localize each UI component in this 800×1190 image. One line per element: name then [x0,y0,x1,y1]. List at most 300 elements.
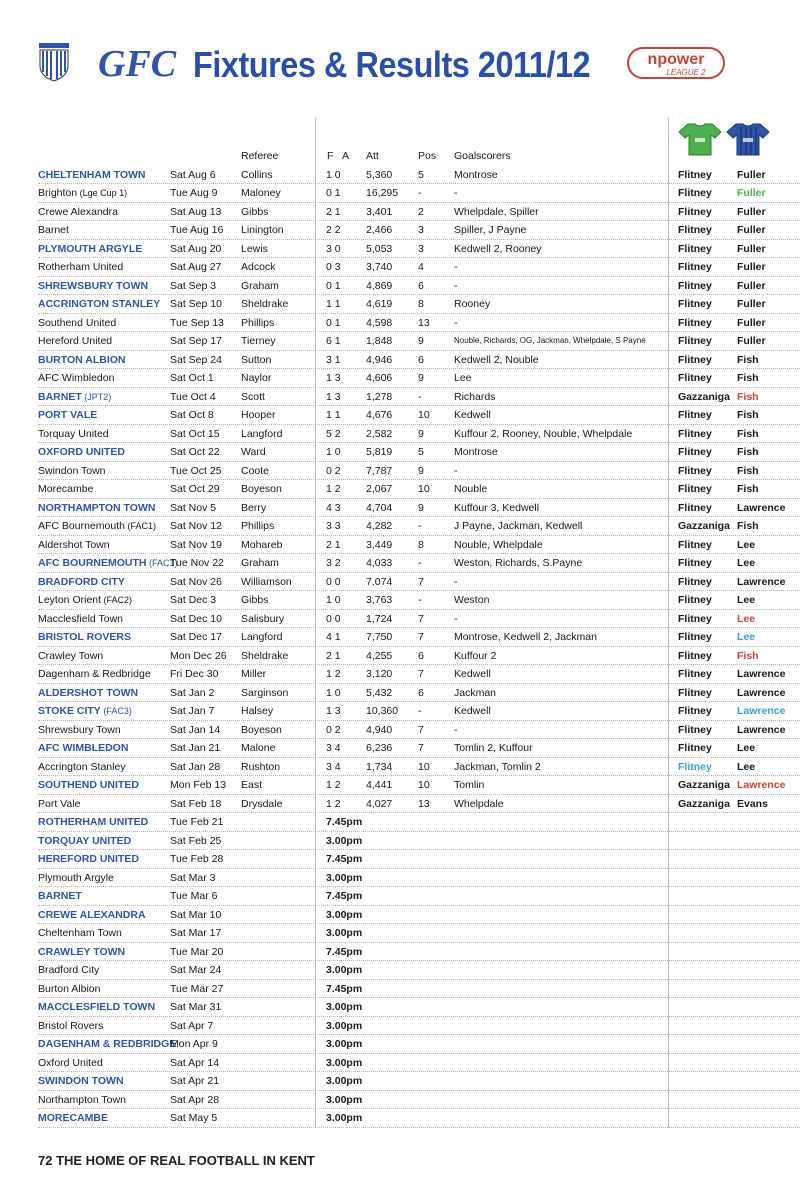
cell-gk: Flitney [678,261,712,273]
cell-date: Sat Nov 5 [170,501,217,514]
cell-goals: Kedwell [454,668,491,680]
page-footer: 72 THE HOME OF REAL FOOTBALL IN KENT [38,1153,315,1168]
cell-ref: Graham [241,279,279,292]
table-row [38,776,800,795]
cell-team: TORQUAY UNITED [38,834,132,847]
cell-team: Southend United [38,316,117,329]
table-row [38,1035,800,1054]
cell-cap: Lee [737,631,756,643]
club-crest-icon [38,42,70,82]
table-row [38,240,800,259]
cell-date: Tue Oct 4 [170,390,216,403]
cell-team: DAGENHAM & REDBRIDGE [38,1038,177,1050]
cell-goals: Whelpdale [454,797,504,810]
cell-att: 7,074 [366,575,393,588]
cell-fa: 7.45pm [326,890,363,902]
cell-fa: 3.00pm [326,1019,363,1032]
cell-date: Sat Dec 10 [170,612,222,625]
cell-pos: 13 [418,316,430,329]
cell-team: CRAWLEY TOWN [38,945,126,958]
cell-date: Sat Nov 26 [170,575,222,588]
cell-date: Sat Sep 17 [170,335,222,347]
cell-goals: Kedwell [454,409,491,421]
table-row [38,702,800,721]
cell-gk: Flitney [678,575,712,588]
cell-date: Sat Mar 10 [170,908,222,921]
cell-goals: J Payne, Jackman, Kedwell [454,520,583,532]
cell-ref: Boyeson [241,483,282,495]
cell-fa: 3.00pm [326,871,363,884]
gfc-monogram-logo [96,40,177,86]
cell-fa: 1 0 [326,686,341,699]
monogram-text: GFC [98,43,177,85]
cell-pos: 10 [418,409,430,421]
cell-fa: 1 1 [326,409,341,421]
cell-date: Sat Sep 10 [170,298,222,310]
cell-fa: 1 1 [326,298,341,310]
cell-pos: 8 [418,538,424,551]
cell-fa: 3 4 [326,742,341,754]
cell-team: Shrewsbury Town [38,723,121,736]
cell-att: 10,360 [366,705,399,717]
cell-date: Sat Aug 20 [170,242,222,255]
cell-cap: Fish [737,649,759,662]
cell-att: 4,676 [366,409,393,421]
cell-att: 4,619 [366,298,393,310]
table-row [38,758,800,777]
cell-team: CHELTENHAM TOWN [38,168,146,181]
cell-date: Sat Oct 15 [170,427,220,440]
cell-goals: Kuffour 3, Kedwell [454,501,540,514]
cell-team: Brighton (Lge Cup 1) [38,187,128,199]
cell-cap: Fish [737,520,759,532]
cell-team: BURTON ALBION [38,353,126,366]
cup-label: (FAC3) [100,706,132,716]
cell-goals: - [454,261,458,273]
cell-ref: Coote [241,464,270,477]
cell-gk: Flitney [678,335,712,347]
cell-team: Morecambe [38,483,94,495]
cell-goals: Kuffour 2, Rooney, Nouble, Whelpdale [454,427,633,440]
cell-cap: Fish [737,353,759,366]
cell-ref: Maloney [241,187,281,199]
cell-team: Aldershot Town [38,538,110,551]
cell-team: OXFORD UNITED [38,446,125,458]
cell-ref: Rushton [241,760,281,773]
table-row [38,684,800,703]
cell-goals: Montrose [454,446,498,458]
cell-cap: Lee [737,760,756,773]
cell-fa: 1 0 [326,168,341,181]
cell-date: Mon Feb 13 [170,779,227,791]
cell-pos: 7 [418,668,424,680]
cell-gk: Flitney [678,298,712,310]
cell-goals: Nouble [454,483,488,495]
table-row [38,1072,800,1091]
cell-gk: Flitney [678,427,712,440]
cell-goals: Kedwell 2, Nouble [454,353,539,366]
table-row [38,980,800,999]
cell-date: Sat Mar 24 [170,964,222,976]
cell-fa: 2 1 [326,649,341,662]
cell-goals: - [454,612,458,625]
cell-date: Sat Apr 14 [170,1056,220,1069]
cell-pos: 7 [418,631,424,643]
table-row [38,425,800,444]
cell-cap: Fuller [737,187,766,199]
cell-goals: Whelpdale, Spiller [454,205,539,218]
header-a: A [342,150,350,162]
cell-ref: Berry [241,501,267,514]
table-row [38,203,800,222]
page-title: Fixtures & Results 2011/12 [193,44,591,85]
cell-att: 4,606 [366,372,393,384]
table-row [38,369,800,388]
cell-pos: 9 [418,335,424,347]
cell-gk: Flitney [678,742,712,754]
cell-team: Oxford United [38,1056,103,1069]
cell-att: 4,027 [366,797,393,810]
cell-goals: Kedwell [454,705,491,717]
cell-fa: 1 2 [326,779,341,791]
cell-fa: 3 0 [326,242,341,255]
cell-gk: Flitney [678,446,712,458]
cell-att: 4,869 [366,279,393,292]
table-row [38,647,800,666]
cell-date: Sat Apr 28 [170,1093,220,1106]
cell-fa: 6 1 [326,335,341,347]
cell-pos: 9 [418,372,424,384]
table-row [38,961,800,980]
cell-att: 1,848 [366,335,393,347]
cell-pos: 7 [418,575,424,588]
cell-ref: Lewis [241,242,268,255]
cell-pos: 6 [418,686,424,699]
cell-fa: 1 3 [326,372,341,384]
cup-label: (JPT2) [81,391,112,402]
cell-fa: 3.00pm [326,927,363,939]
cell-date: Tue Sep 13 [170,316,224,329]
cell-cap: Lawrence [737,779,786,791]
cell-att: 16,295 [366,187,399,199]
cell-team: Crewe Alexandra [38,205,118,218]
cell-pos: 6 [418,279,424,292]
cell-team: PORT VALE [38,409,98,421]
table-row [38,351,800,370]
cell-goals: Rooney [454,298,491,310]
cell-date: Sat Aug 13 [170,205,222,218]
cell-team: ROTHERHAM UNITED [38,816,149,828]
cell-team: AFC Bournemouth (FAC1) [38,520,156,532]
cell-ref: Gibbs [241,205,269,218]
cell-team: PLYMOUTH ARGYLE [38,242,143,255]
cell-fa: 0 1 [326,187,341,199]
cell-team: Burton Albion [38,982,101,995]
cell-gk: Gazzaniga [678,797,730,810]
cell-date: Sat Nov 12 [170,520,222,532]
cell-att: 1,724 [366,612,393,625]
table-row [38,887,800,906]
cell-date: Tue Aug 16 [170,224,224,236]
cell-team: Macclesfield Town [38,612,124,625]
cell-fa: 1 3 [326,390,341,403]
cell-gk: Flitney [678,538,712,551]
cell-pos: - [418,594,422,606]
cell-team: Torquay United [38,427,109,440]
cell-date: Sat Apr 7 [170,1019,214,1032]
cell-ref: Langford [241,427,283,440]
cell-pos: 5 [418,446,424,458]
table-row [38,573,800,592]
cell-gk: Flitney [678,483,712,495]
cell-goals: Kedwell 2, Rooney [454,242,542,255]
cell-ref: Tierney [241,335,276,347]
cell-ref: Boyeson [241,723,282,736]
cell-goals: - [454,316,458,329]
cell-team: CREWE ALEXANDRA [38,908,146,921]
npower-league-logo [626,42,726,82]
table-row [38,462,800,481]
cell-gk: Flitney [678,723,712,736]
cell-fa: 3 3 [326,520,341,532]
cell-gk: Flitney [678,187,712,199]
cell-att: 3,763 [366,594,393,606]
cell-goals: Tomlin 2, Kuffour [454,742,533,754]
cell-gk: Flitney [678,668,712,680]
cell-fa: 1 0 [326,446,341,458]
cell-cap: Lawrence [737,705,786,717]
table-row [38,665,800,684]
cell-cap: Fuller [737,316,766,329]
cell-ref: Sheldrake [241,649,289,662]
table-row [38,628,800,647]
cell-team: Port Vale [38,797,81,810]
cell-ref: Sarginson [241,686,289,699]
table-row [38,295,800,314]
cell-ref: Adcock [241,261,276,273]
cell-goals: Spiller, J Payne [454,224,527,236]
cell-pos: 10 [418,779,430,791]
cell-pos: 3 [418,224,424,236]
cell-att: 3,120 [366,668,393,680]
cell-date: Sat Jan 14 [170,723,221,736]
cell-goals: Kuffour 2 [454,649,497,662]
cell-date: Mon Apr 9 [170,1038,218,1050]
cell-cap: Lawrence [737,501,786,514]
cell-pos: 6 [418,353,424,366]
cell-cap: Lee [737,742,756,754]
cell-gk: Flitney [678,760,712,773]
cell-fa: 3.00pm [326,834,363,847]
cell-pos: 9 [418,501,424,514]
cell-date: Sat Jan 2 [170,686,215,699]
table-row [38,443,800,462]
cell-pos: 13 [418,797,430,810]
table-row [38,166,800,185]
cell-pos: 6 [418,649,424,662]
cell-fa: 3.00pm [326,1001,363,1013]
cell-pos: 2 [418,205,424,218]
table-row [38,813,800,832]
cell-team: AFC BOURNEMOUTH (FAC1) [38,557,178,569]
cell-gk: Flitney [678,372,712,384]
cell-gk: Gazzaniga [678,390,730,403]
cell-fa: 3.00pm [326,908,363,921]
cell-goals: - [454,723,458,736]
cell-ref: East [241,779,263,791]
table-row [38,388,800,407]
cup-label: (FAC1) [146,558,178,568]
cell-att: 5,360 [366,168,393,181]
cell-date: Sat Mar 17 [170,927,222,939]
cell-fa: 2 1 [326,538,341,551]
cell-fa: 7.45pm [326,816,363,828]
cell-ref: Graham [241,557,279,569]
cell-date: Mon Dec 26 [170,649,227,662]
cell-date: Tue Nov 22 [170,557,224,569]
cell-team: ALDERSHOT TOWN [38,686,139,699]
cell-cap: Fish [737,427,759,440]
cell-team: HEREFORD UNITED [38,853,139,865]
table-row [38,739,800,758]
cell-date: Sat Oct 22 [170,446,220,458]
cell-cap: Fuller [737,261,766,273]
cell-date: Tue Aug 9 [170,187,218,199]
table-row [38,924,800,943]
cell-pos: 8 [418,298,424,310]
cell-team: Barnet [38,224,69,236]
cell-team: BARNET (JPT2) [38,390,112,403]
cell-gk: Flitney [678,631,712,643]
cell-att: 4,704 [366,501,393,514]
cell-goals: Montrose, Kedwell 2, Jackman [454,631,597,643]
cell-cap: Lawrence [737,575,786,588]
cell-gk: Flitney [678,316,712,329]
cup-label: (FAC2) [101,595,133,605]
cell-team: MORECAMBE [38,1112,108,1124]
cell-goals: - [454,575,458,588]
cell-pos: 4 [418,261,424,273]
table-row [38,869,800,888]
cell-att: 5,053 [366,242,393,255]
header-pos: Pos [418,150,437,162]
cell-cap: Lawrence [737,686,786,699]
cell-ref: Linington [241,224,284,236]
cell-date: Sat Jan 28 [170,760,221,773]
cell-cap: Fuller [737,224,766,236]
cell-ref: Sheldrake [241,298,289,310]
cell-att: 4,282 [366,520,393,532]
table-row [38,1017,800,1036]
cell-fa: 3.00pm [326,1112,363,1124]
table-row [38,998,800,1017]
cell-date: Sat Mar 3 [170,871,216,884]
cell-fa: 0 0 [326,575,341,588]
cell-fa: 1 2 [326,668,341,680]
cell-ref: Collins [241,168,273,181]
page-header [0,30,800,100]
cell-date: Tue Mar 27 [170,982,224,995]
cell-fa: 1 2 [326,797,341,810]
cell-fa: 4 1 [326,631,341,643]
cell-ref: Phillips [241,520,275,532]
cell-ref: Sutton [241,353,272,366]
cell-fa: 1 0 [326,594,341,606]
cell-cap: Fish [737,409,759,421]
cell-cap: Fuller [737,335,766,347]
cell-date: Sat Oct 1 [170,372,214,384]
cell-att: 2,067 [366,483,393,495]
cell-gk: Flitney [678,594,712,606]
cell-team: MACCLESFIELD TOWN [38,1001,156,1013]
cell-cap: Fish [737,446,759,458]
cell-team: AFC WIMBLEDON [38,742,129,754]
table-row [38,536,800,555]
table-row [38,258,800,277]
table-row [38,499,800,518]
cell-date: Sat Oct 29 [170,483,220,495]
cup-label: (Lge Cup 1) [77,188,128,198]
cell-cap: Fuller [737,242,766,255]
cell-date: Sat Aug 6 [170,168,216,181]
cell-team: BARNET [38,890,82,902]
table-row [38,314,800,333]
table-row [38,832,800,851]
cell-ref: Ward [241,446,266,458]
cell-fa: 7.45pm [326,982,363,995]
sponsor-name: npower [647,51,705,68]
cell-gk: Gazzaniga [678,520,730,532]
cell-cap: Lee [737,557,756,569]
cell-fa: 3.00pm [326,1038,363,1050]
cell-fa: 3.00pm [326,1056,363,1069]
table-row [38,221,800,240]
cell-goals: Jackman, Tomlin 2 [454,760,541,773]
cell-team: Cheltenham Town [38,927,122,939]
cell-cap: Lawrence [737,723,786,736]
cell-pos: 3 [418,242,424,255]
cell-ref: Salisbury [241,612,285,625]
cell-att: 3,401 [366,205,393,218]
cell-date: Tue Mar 20 [170,945,224,958]
cell-date: Fri Dec 30 [170,668,219,680]
cell-ref: Langford [241,631,283,643]
cell-fa: 0 1 [326,279,341,292]
table-row [38,1091,800,1110]
cell-goals: Weston, Richards, S.Payne [454,557,583,569]
cell-pos: - [418,187,422,199]
table-header-row [38,147,800,166]
table-row [38,943,800,962]
cell-ref: Mohareb [241,538,283,551]
cell-att: 2,582 [366,427,393,440]
header-f: F [327,150,334,162]
cell-fa: 4 3 [326,501,341,514]
cell-date: Tue Mar 6 [170,890,218,902]
cell-pos: 10 [418,760,430,773]
cell-ref: Malone [241,742,276,754]
cell-att: 3,740 [366,261,393,273]
cell-pos: 9 [418,464,424,477]
cell-date: Sat Nov 19 [170,538,222,551]
table-row [38,721,800,740]
table-row [38,1054,800,1073]
cell-ref: Hooper [241,409,276,421]
cell-date: Sat Sep 24 [170,353,222,366]
cell-team: Rotherham United [38,261,124,273]
cell-cap: Lee [737,612,756,625]
cell-date: Tue Oct 25 [170,464,222,477]
